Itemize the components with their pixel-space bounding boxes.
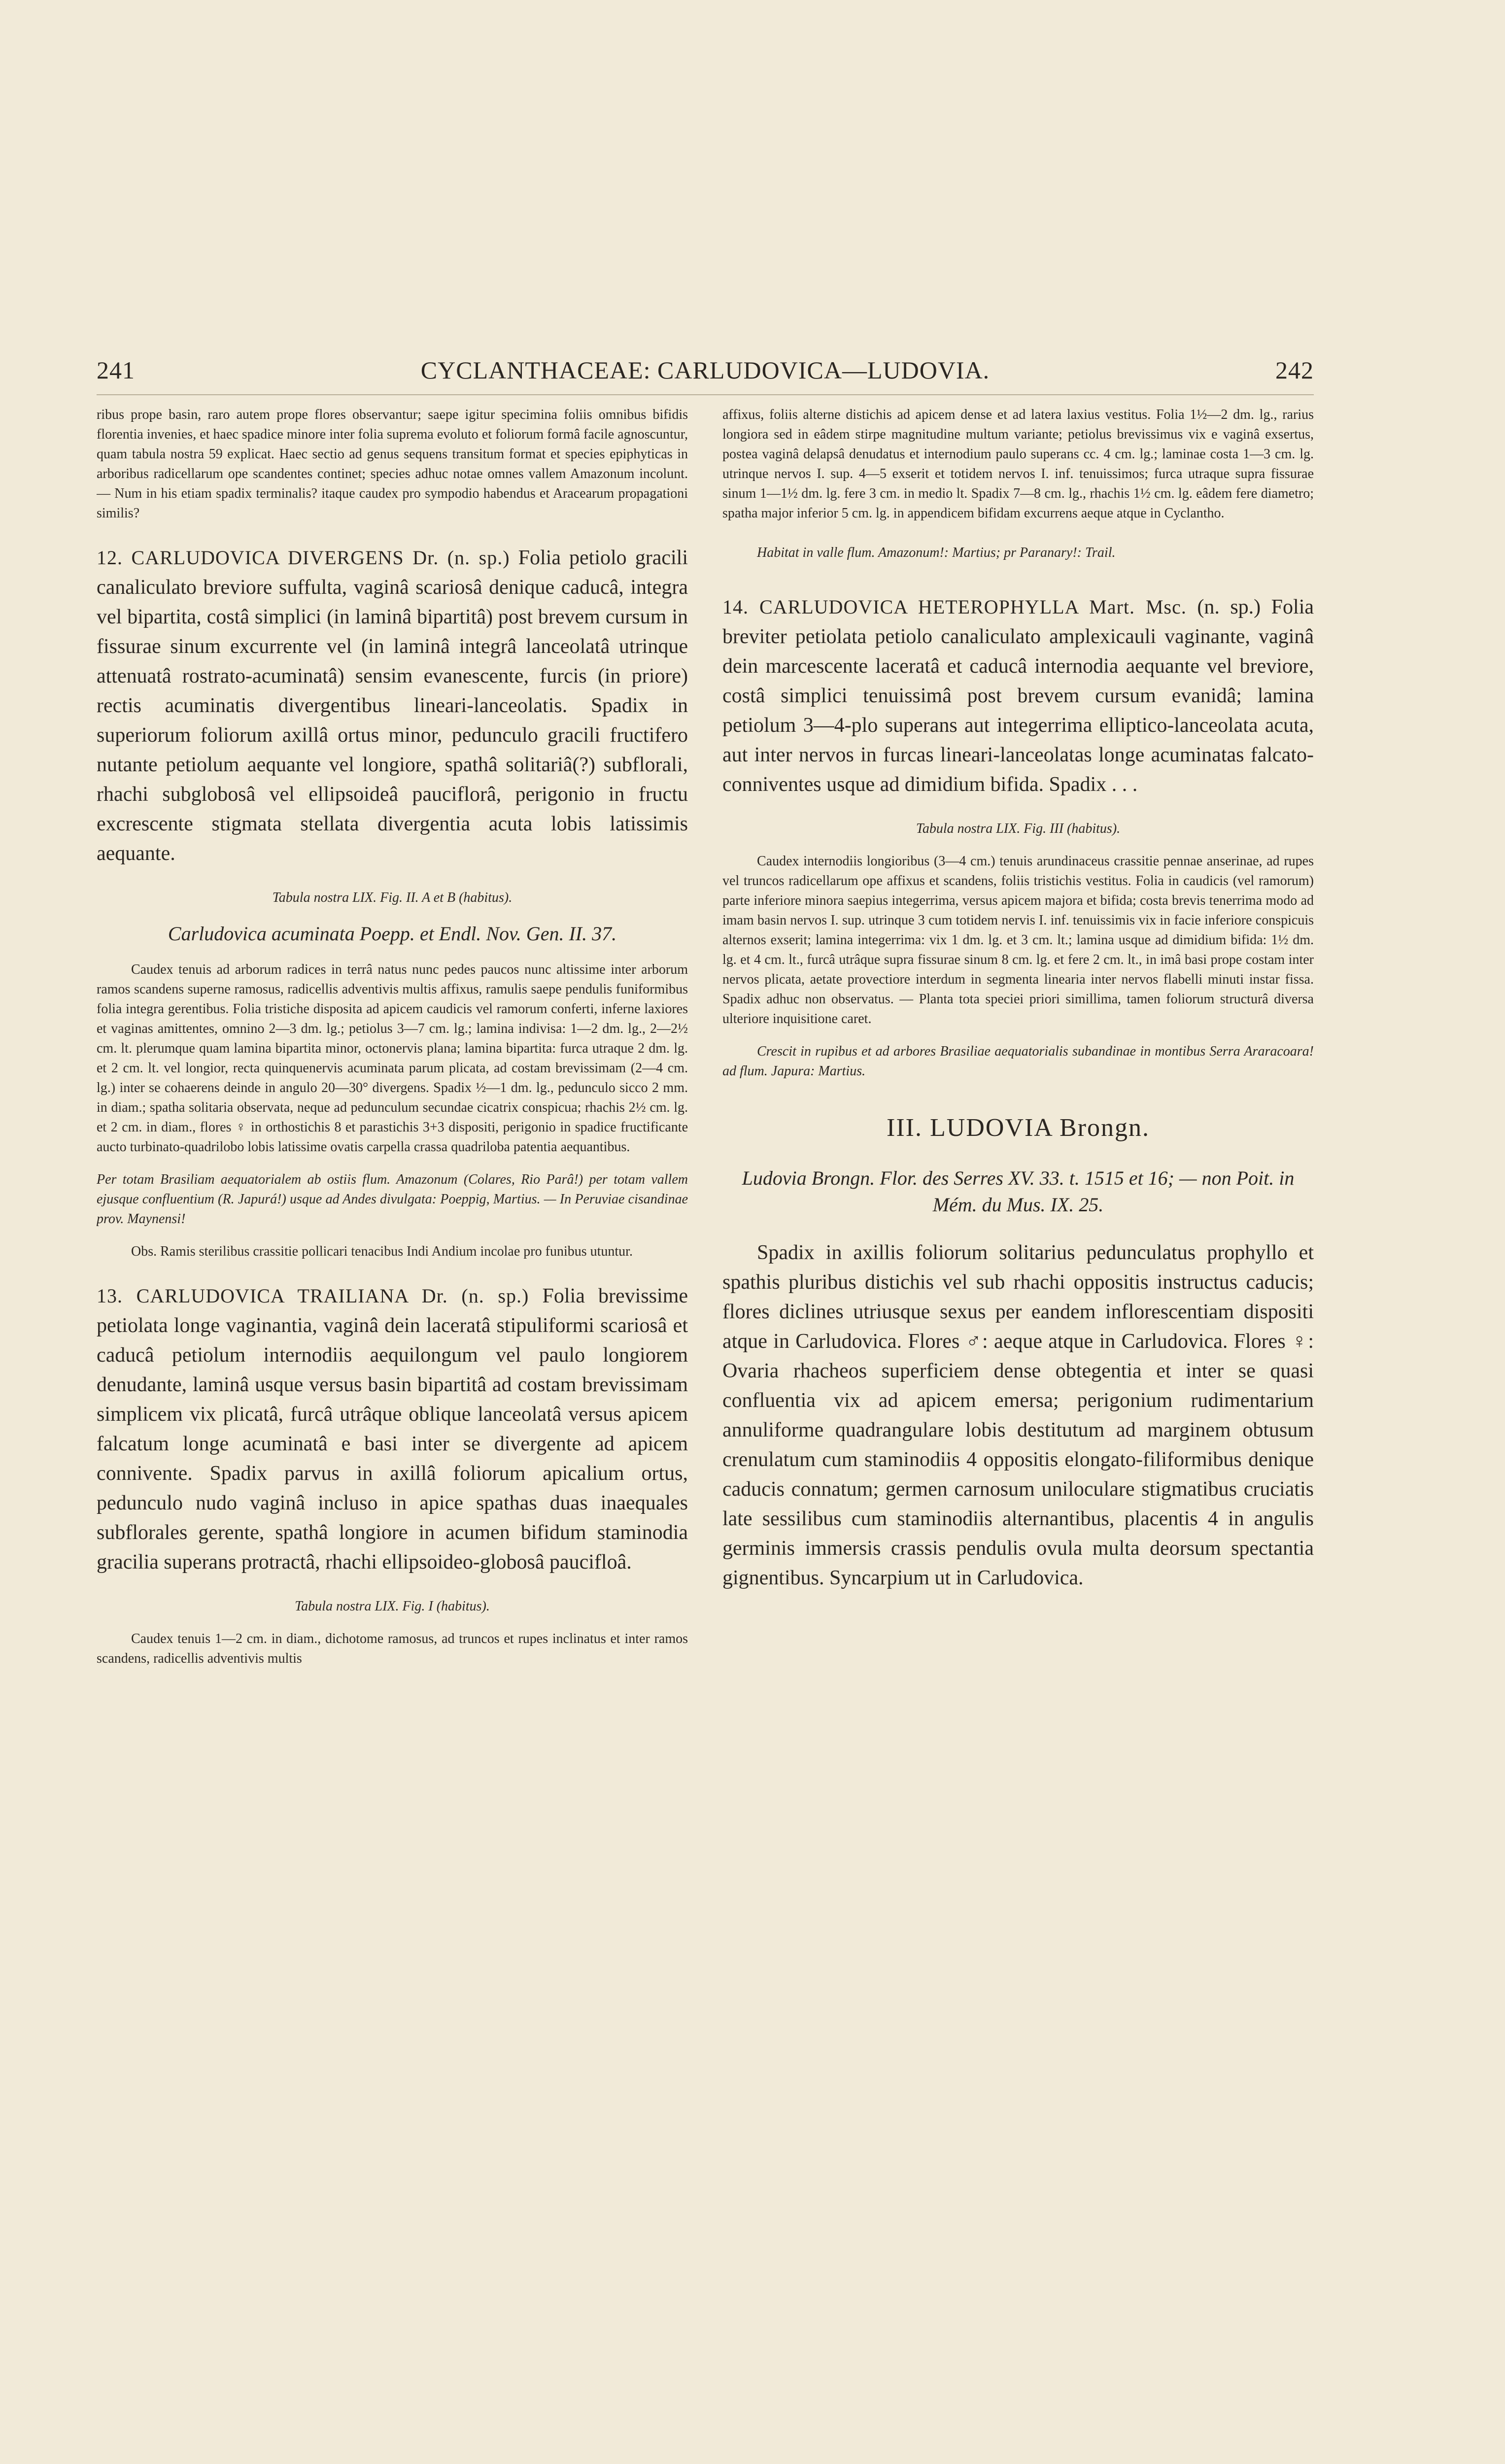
species-12-heading: 12. CARLUDOVICA DIVERGENS Dr. (n. sp.) [97, 547, 510, 569]
species-12-text: Folia petiolo gracili canaliculato breviore suffulta, vaginâ scariosâ denique caducâ, integra vel bipartita, costâ simplici (in laminâ bipartitâ) post brevem cursum in fissurae sinum excurrente vel (in laminâ integrâ lanceolatâ utrinque attenuatâ rostrato-acuminatâ) sensim evanescente, furcis (in priore) rectis acuminatis divergentibus lineari-lanceolatis. Spadix in superiorum foliorum axillâ ortus minor, pedunculo gracili fructifero nutante petiolum aequante vel longiore, spathâ solitariâ(?) subflorali, rhachi subglobosâ vel ellipsoideâ pauciflorâ, perigonio in fructu excrescente stigmata stellata divergentia acuta lobis latissimis aequante. [97, 547, 688, 865]
page-number-left: 241 [97, 356, 135, 384]
genus-heading: III. LUDOVIA Brongn. [887, 1114, 1150, 1142]
genus-description: Spadix in axillis foliorum solitarius pedunculatus prophyllo et spathis pluribus distichis vel sub rhachi oppositis instructus caducis; flores diclines utriusque sexus per eandem inflorescentiam dispositi atque in Carludovica. Flores ♂: aeque atque in Carludovica. Flores ♀: Ovaria rhacheos superficiem dense obtegentia et inter se quasi confluentia vix ad apicem emersa; perigonium rudimentarium annuliforme quadrangulare lobis destitutum ad marginem obtusum crenulatum cum staminodiis 4 oppositis elongato-filiformibus denique caducis connatum; germen carnosum uniloculare stigmatibus cruciatis late sessilibus cum staminodiis alternantibus, placentis 4 in angulis germinis immersis crassis pendulis ovula multa deorsum spectantia gignentibus. Syncarpium ut in Carludovica. [722, 1241, 1314, 1589]
species-13-description-start: Caudex tenuis 1—2 cm. in diam., dichotome ramosus, ad truncos et rupes inclinatus et inter ramos scandens, radicellis adventivis multis [97, 1631, 688, 1666]
species-12-habitat: Per totam Brasiliam aequatorialem ab ostiis flum. Amazonum (Colares, Rio Parâ!) per totam vallem ejusque confluentium (R. Japurá!) usque ad Andes divulgata: Poeppig, Martius. — In Peruviae cisandinae prov. Maynensi! [97, 1172, 688, 1227]
page-number-right: 242 [1275, 356, 1314, 384]
species-13-heading: 13. CARLUDOVICA TRAILIANA Dr. (n. sp.) [97, 1285, 529, 1307]
species-13-plate-ref: Tabula nostra LIX. Fig. I (habitus). [295, 1599, 490, 1614]
genus-synonymy: Ludovia Brongn. Flor. des Serres XV. 33. t. 1515 et 16; — non Poit. in Mém. du Mus. IX. 25. [742, 1167, 1295, 1216]
species-12-description: Caudex tenuis ad arborum radices in terrâ natus nunc pedes paucos nunc altissime inter arborum ramos scandens superne ramosus, radicellis adventivis multis affixus, ramulis saepe pendulis funiformibus folia integra gerentibus. Folia tristiche disposita ad apicem caudicis vel ramorum conferti, inferne laxiores et vaginas amittentes, omnino 2—3 dm. lg.; petiolus 3—7 cm. lg.; lamina indivisa: 1—2 dm. lg., 2—2½ cm. lt. plerumque quam lamina bipartita minor, octonervis plana; lamina bipartita: furca utraque 2 dm. lg. et 2 cm. lt. vel longior, recta quinquenervis acuminata parum plicata, ad costam brevissimam (2—4 cm. lg.) inter se cohaerens deinde in angulo 20—30° divergens. Spadix ½—1 dm. lg., pedunculo sicco 2 mm. in diam.; spatha solitaria observata, neque ad pedunculum secundae cicatrix conspicua; rhachis 2½ cm. lg. et 2 cm. in diam., flores ♀ in orthostichis 8 et parastichis 3+3 dispositi, perigonio in spadice fructificante aucto turbinato-quadrilobo lobis latissime ovatis carpella crassa quadriloba patentia aequantibus. [97, 962, 688, 1155]
species-13-diagnosis [97, 1281, 688, 1577]
continued-paragraph: ribus prope basin, raro autem prope flores observantur; saepe igitur specimina foliis omnibus bifidis florentia invenies, et haec spadice minore inter folia suprema evoluto et foliorum formâ facile agnoscuntur, quam tabula nostra 59 explicat. Haec sectio ad genus sequens transitum format et species epiphyticas in arboribus radicellarum ope scandentes continet; species adhuc notae omnes vallem Amazonum incolunt. — Num in his etiam spadix terminalis? itaque caudex pro sympodio habendus et Aracearum propagationi similis? [97, 407, 688, 521]
header-rule [97, 394, 1314, 395]
left-column [97, 405, 688, 2135]
right-column [722, 405, 1314, 2071]
species-14-habitat: Crescit in rupibus et ad arbores Brasiliae aequatorialis subandinae in montibus Serra Araracoara! ad flum. Japura: Martius. [722, 1044, 1314, 1079]
species-14-diagnosis [722, 592, 1314, 799]
species-13-habitat: Habitat in valle flum. Amazonum!: Martius; pr Paranary!: Trail. [757, 545, 1116, 560]
species-13-description-cont: affixus, foliis alterne distichis ad apicem dense et ad latera laxius vestitus. Folia 1½—2 dm. lg., rarius longiora sed in eâdem stirpe magnitudine multum variante; petiolus brevissimus vix e vaginâ exsertus, postea vaginâ delapsâ denudatus et internodium paulo superans cc. 4 cm. lg.; laminae costa 1—3 cm. lg. utrinque nervos I. sup. 4—5 exserit et totidem nervos I. inf. tenuissimos; furca utraque supra fissurae sinum 1—1½ dm. lg. fere 3 cm. in medio lt. Spadix 7—8 cm. lg., rhachis 1½ cm. lg. eâdem fere diametro; spatha major inferior 5 cm. lg. in appendicem bifidam excurrens aeque atque in Cyclantho. [722, 407, 1314, 521]
species-14-plate-ref: Tabula nostra LIX. Fig. III (habitus). [916, 821, 1121, 836]
species-13-text: Folia brevissime petiolata longe vaginantia, vaginâ dein laceratâ stipuliformi scariosâ et caducâ petiolum internodiis aequilongum vel paulo longiorem denudante, laminâ usque versus basin bipartitâ ad costam brevissimam simplicem vix plicatâ, furcâ utrâque oblique lanceolatâ versus apicem falcatum longe acuminatâ e basi inter se divergente ad apicem connivente. Spadix parvus in axillâ foliorum apicalium ortus, pedunculo nudo vaginâ incluso in apice spathas duas inaequales subflorales gerente, spathâ longiore in acumen bifidum staminodia gracilia superans protractâ, rhachi ellipsoideo-globosâ paucifloâ. [97, 1285, 688, 1574]
species-14-description: Caudex internodiis longioribus (3—4 cm.) tenuis arundinaceus crassitie pennae anserinae, ad rupes vel truncos radicellarum ope affixus et scandens, foliis tristichis vestitus. Folia in caudicis (vel ramorum) parte inferiore minora saepius integerrima, versus apicem majora et bifida; costa brevis tenerrima modo ad imam basin nervos I. sup. utrinque 3 cum totidem nervis I. inf. tenuissimis vix in facie inferiore conspicuis alternos exserit; lamina integerrima: vix 1 dm. lg. et 3 cm. lt.; lamina usque ad dimidium bifida: 1½ dm. lg. et 4 cm. lt., furcâ utrâque supra fissurae sinum 8 cm. lg. et fere 2 cm. lt., in imâ basi prope costam inter nervos plicata, aetate provectiore interdum in segmenta linearia inter nervos flabelli minuti instar fissa. Spadix adhuc non observatus. — Planta tota speciei priori simillima, tamen foliorum structurâ diversa ulteriore inquisitione caret. [722, 854, 1314, 1027]
running-title: CYCLANTHACEAE: CARLUDOVICA—LUDOVIA. [420, 356, 990, 384]
species-14-text: (n. sp.) Folia breviter petiolata petiolo canaliculato amplexicauli vaginante, vaginâ dein marcescente laceratâ et caducâ internodia aequante vel breviore, costâ simplici tenuissimâ post brevem cursum evanidâ; lamina petiolum 3—4-plo superans aut integerrima elliptico-lanceolata acuta, aut inter nervos in furcas lineari-lanceolatas longe acuminatas falcato-conniventes usque ad dimidium bifida. Spadix . . . [722, 596, 1314, 796]
species-12-plate-ref: Tabula nostra LIX. Fig. II. A et B (habitus). [272, 890, 513, 905]
species-12-diagnosis [97, 543, 688, 868]
page-header [97, 356, 1314, 390]
species-12-synonym: Carludovica acuminata Poepp. et Endl. Nov. Gen. II. 37. [168, 923, 617, 945]
species-12-observation: Obs. Ramis sterilibus crassitie pollicari tenacibus Indi Andium incolae pro funibus utuntur. [131, 1244, 633, 1259]
species-14-heading: 14. CARLUDOVICA HETEROPHYLLA Mart. Msc. [722, 596, 1187, 618]
